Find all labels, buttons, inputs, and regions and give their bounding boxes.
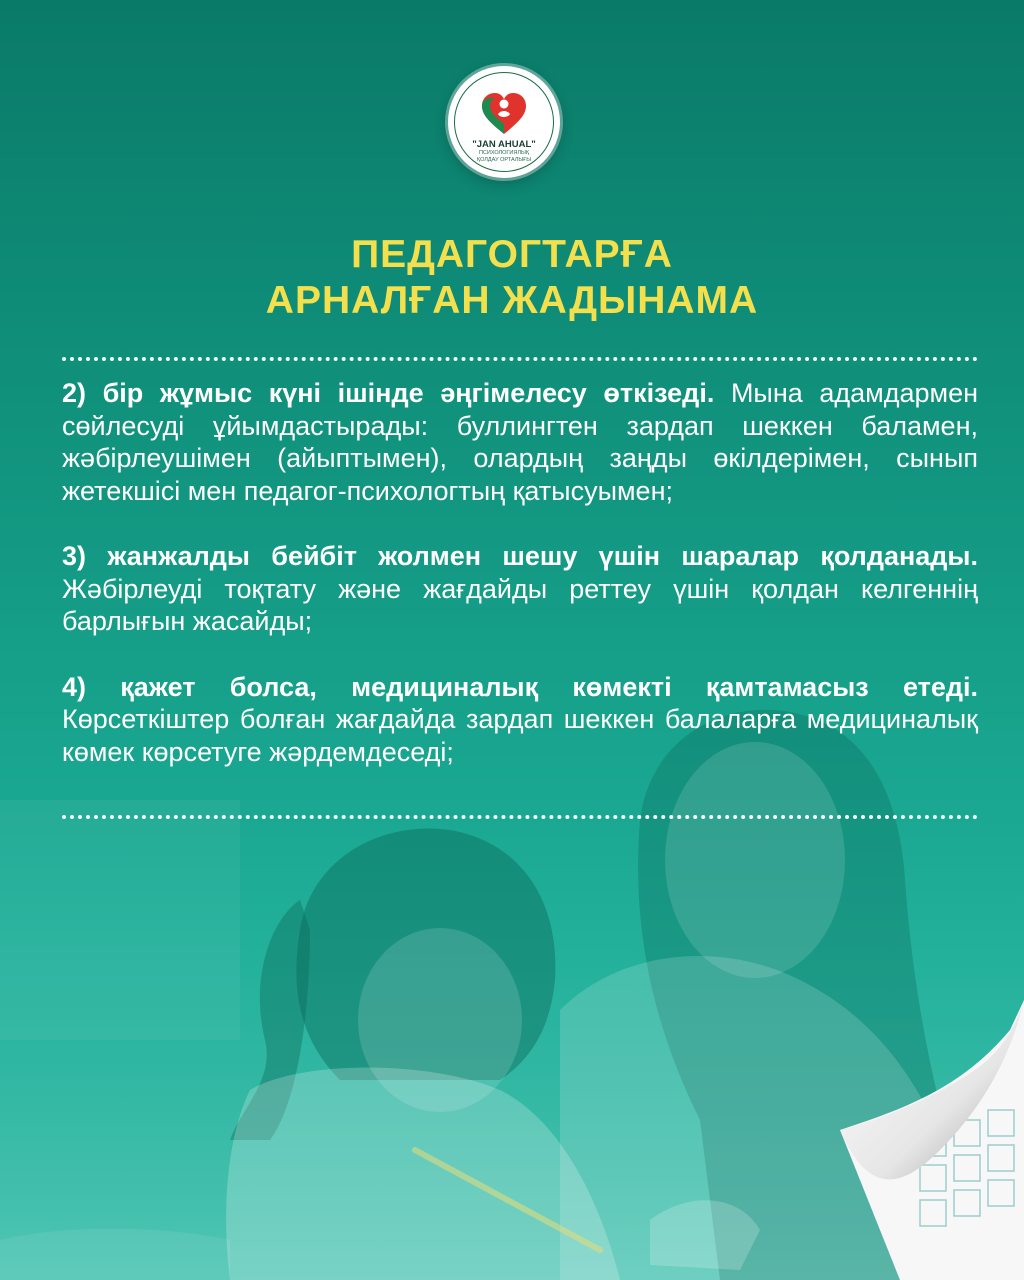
logo-subtitle-line1: ПСИХОЛОГИЯЛЫҚ (478, 150, 530, 156)
memo-item-heading: 4) қажет болса, медициналық көмекті қамтамасыз етеді. (62, 671, 978, 702)
title-line1: ПЕДАГОГТАРҒА (351, 233, 673, 276)
logo-name: "JAN AHUAL" (472, 139, 536, 150)
memo-item-body: Көрсеткіштер болған жағдайда зардап шеккен балаларға медициналық көмек көрсетуге жәрдемдеседі; (62, 704, 978, 767)
logo-subtitle-line2: ҚОЛДАУ ОРТАЛЫҒЫ (476, 157, 532, 163)
memo-item-heading: 2) бір жұмыс күні ішінде әңгімелесу өткізеді. (62, 378, 731, 408)
memo-item-body: Мына адамдармен сөйлесуді ұйымдастырады: буллингтен зардап шеккен баламен, жәбірлеушімен (айыптымен), олардың заңды өкілдерімен, сынып жетекшісі мен педагог-психологтың қатысуымен; (62, 378, 978, 506)
memo-item-body: Жәбірлеуді тоқтату және жағдайды реттеу үшін қолдан келгеннің барлығын жасайды; (62, 573, 978, 636)
memo-item-heading: 3) жанжалды бейбіт жолмен шешу үшін шаралар қолданады. (62, 541, 978, 571)
title-line2: АРНАЛҒАН ЖАДЫНАМА (265, 279, 759, 322)
